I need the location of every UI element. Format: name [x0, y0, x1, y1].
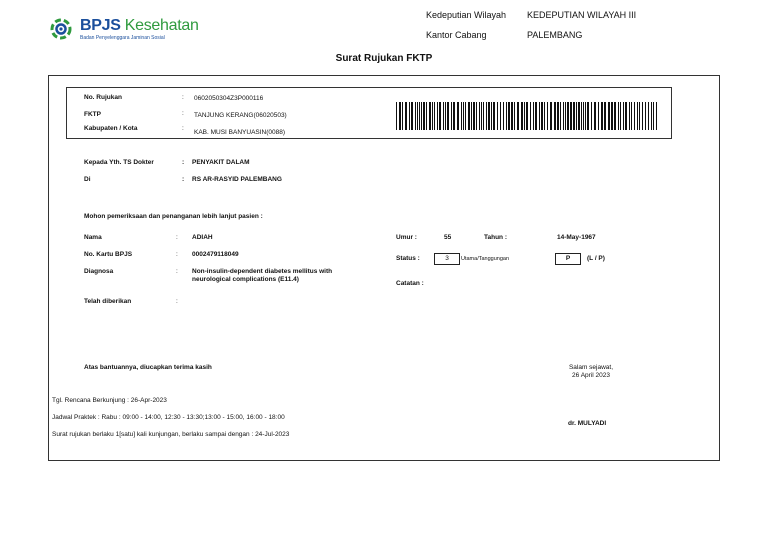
colon: : — [182, 125, 184, 132]
colon: : — [182, 159, 185, 166]
colon: : — [182, 176, 185, 183]
tahun-label: Tahun : — [484, 234, 507, 241]
masa-berlaku: Surat rujukan berlaku 1[satu] kali kunjungan, berlaku sampai dengan : 24-Jul-2023 — [52, 431, 290, 438]
umur-label: Umur : — [396, 234, 417, 241]
catatan-label: Catatan : — [396, 280, 424, 287]
salam-line1: Salam sejawat, — [568, 364, 614, 371]
status-label: Status : — [396, 255, 420, 262]
deputi-value: KEDEPUTIAN WILAYAH III — [527, 10, 637, 20]
deputi-label: Kedeputian Wilayah — [426, 10, 507, 20]
no-rujukan-label: No. Rujukan — [84, 94, 122, 101]
kantor-label: Kantor Cabang — [426, 30, 487, 40]
diagnosa-label: Diagnosa — [84, 268, 114, 275]
colon: : — [176, 268, 178, 275]
bpjs-label: No. Kartu BPJS — [84, 251, 133, 258]
colon: : — [182, 110, 184, 117]
di-value: RS AR-RASYID PALEMBANG — [192, 176, 282, 183]
bpjs-logo-icon — [50, 18, 72, 40]
closing-text: Atas bantuannya, diucapkan terima kasih — [84, 364, 212, 371]
kabupaten-value: KAB. MUSI BANYUASIN(0088) — [194, 129, 286, 136]
kepada-value: PENYAKIT DALAM — [192, 159, 250, 166]
kepada-label: Kepada Yth. TS Dokter — [84, 159, 154, 166]
status-box: 3 — [434, 253, 460, 265]
referral-barcode — [396, 102, 660, 130]
sex-box: P — [555, 253, 581, 265]
sex-note: (L / P) — [587, 255, 605, 262]
fktp-value: TANJUNG KERANG(06020503) — [194, 112, 287, 119]
diagnosa-line2: neurological complications (E11.4) — [192, 276, 299, 283]
jadwal-praktek: Jadwal Praktek : Rabu : 09:00 - 14:00, 12:30 - 13:30;13:00 - 15:00, 16:00 - 18:00 — [52, 414, 285, 421]
di-label: Di — [84, 176, 91, 183]
fktp-label: FKTP — [84, 111, 101, 118]
brand-subtitle: Badan Penyelenggara Jaminan Sosial — [80, 35, 165, 41]
umur-value: 55 — [444, 234, 452, 241]
colon: : — [176, 251, 178, 258]
status-note: Utama/Tanggungan — [461, 256, 510, 262]
nama-value: ADIAH — [192, 234, 213, 241]
salam-date: 26 April 2023 — [572, 372, 610, 379]
kantor-value: PALEMBANG — [527, 30, 583, 40]
page-title: Surat Rujukan FKTP — [335, 53, 433, 64]
colon: : — [182, 94, 184, 101]
colon: : — [176, 234, 178, 241]
diberikan-label: Telah diberikan — [84, 298, 132, 305]
kabupaten-label: Kabupaten / Kota — [84, 125, 138, 132]
bpjs-value: 0002479118049 — [192, 251, 239, 258]
nama-label: Nama — [84, 234, 102, 241]
no-rujukan-value: 0602050304Z3P000116 — [194, 95, 264, 102]
tahun-value: 14-May-1967 — [557, 234, 596, 241]
request-text: Mohon pemeriksaan dan penanganan lebih lanjut pasien : — [84, 213, 263, 220]
brand-name: BPJS Kesehatan — [80, 17, 199, 34]
diagnosa-line1: Non-insulin-dependent diabetes mellitus with — [192, 268, 333, 275]
doctor-name: dr. MULYADI — [568, 420, 607, 427]
colon: : — [176, 298, 178, 305]
rencana-berkunjung: Tgl. Rencana Berkunjung : 26-Apr-2023 — [52, 397, 167, 404]
